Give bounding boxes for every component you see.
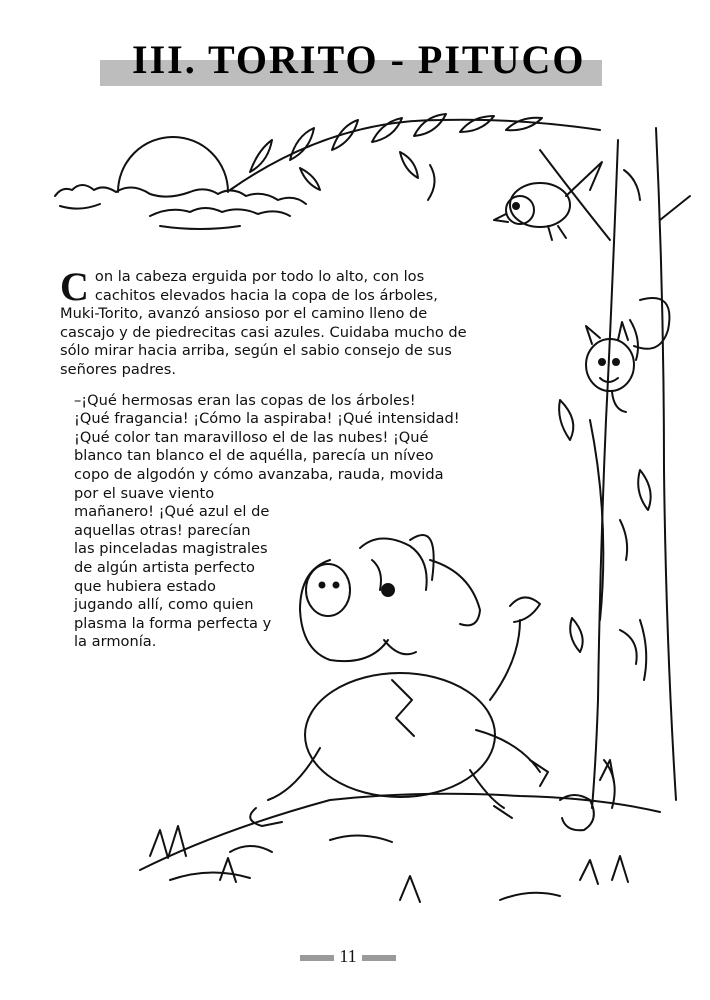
footer-bar-left <box>300 955 334 961</box>
story-text <box>60 264 482 652</box>
paragraph-2-line: de algún artista perfecto <box>74 558 255 576</box>
grass-icon <box>140 760 660 902</box>
paragraph-2-line: que hubiera estado <box>74 577 216 595</box>
paragraph-2-line: copo de algodón y cómo avanzaba, rauda, movida <box>74 465 444 483</box>
paragraph-2-line: blanco tan blanco el de aquélla, parecía un níveo <box>74 447 434 465</box>
paragraph-2-line: mañanero! ¡Qué azul el de <box>74 503 270 521</box>
paragraph-2 <box>60 392 482 652</box>
paragraph-1-body: on la cabeza erguida por todo lo alto, con los cachitos elevados hacia la copa de los árboles, Muki-Torito, avanzó ansioso por el camino lleno de cascajo y de piedrecitas casi azules. Cuidaba mucho de sólo mirar hacia arriba, según el sabio consejo de sus señores padres. <box>60 268 467 378</box>
bird-icon <box>494 162 602 240</box>
drop-cap: C <box>60 264 89 309</box>
paragraph-2-line: las pinceladas magistrales <box>74 540 268 558</box>
paragraph-2-line: jugando allí, como quien <box>74 596 254 614</box>
paragraph-2-line: la armonía. <box>74 633 157 651</box>
paragraph-2-line: ¡Qué color tan maravilloso el de las nubes! ¡Qué <box>74 428 429 446</box>
paragraph-2-line: ¡Qué fragancia! ¡Cómo la aspiraba! ¡Qué intensidad! <box>74 410 460 428</box>
chapter-title: III. TORITO - PITUCO <box>132 37 586 82</box>
squirrel-icon <box>586 298 669 412</box>
page-number: 11 <box>339 946 357 966</box>
paragraph-2-line: por el suave viento <box>74 484 215 502</box>
paragraph-2-line: aquellas otras! parecían <box>74 521 251 539</box>
paragraph-1 <box>60 264 482 380</box>
tree-icon <box>540 128 690 808</box>
page-footer <box>300 946 410 968</box>
paragraph-2-line: plasma la forma perfecta y <box>74 614 272 632</box>
cloud-icon <box>55 185 306 229</box>
sun-icon <box>118 137 228 192</box>
paragraph-2-line: –¡Qué hermosas eran las copas de los árboles! <box>74 391 416 409</box>
footer-bar-right <box>362 955 396 961</box>
